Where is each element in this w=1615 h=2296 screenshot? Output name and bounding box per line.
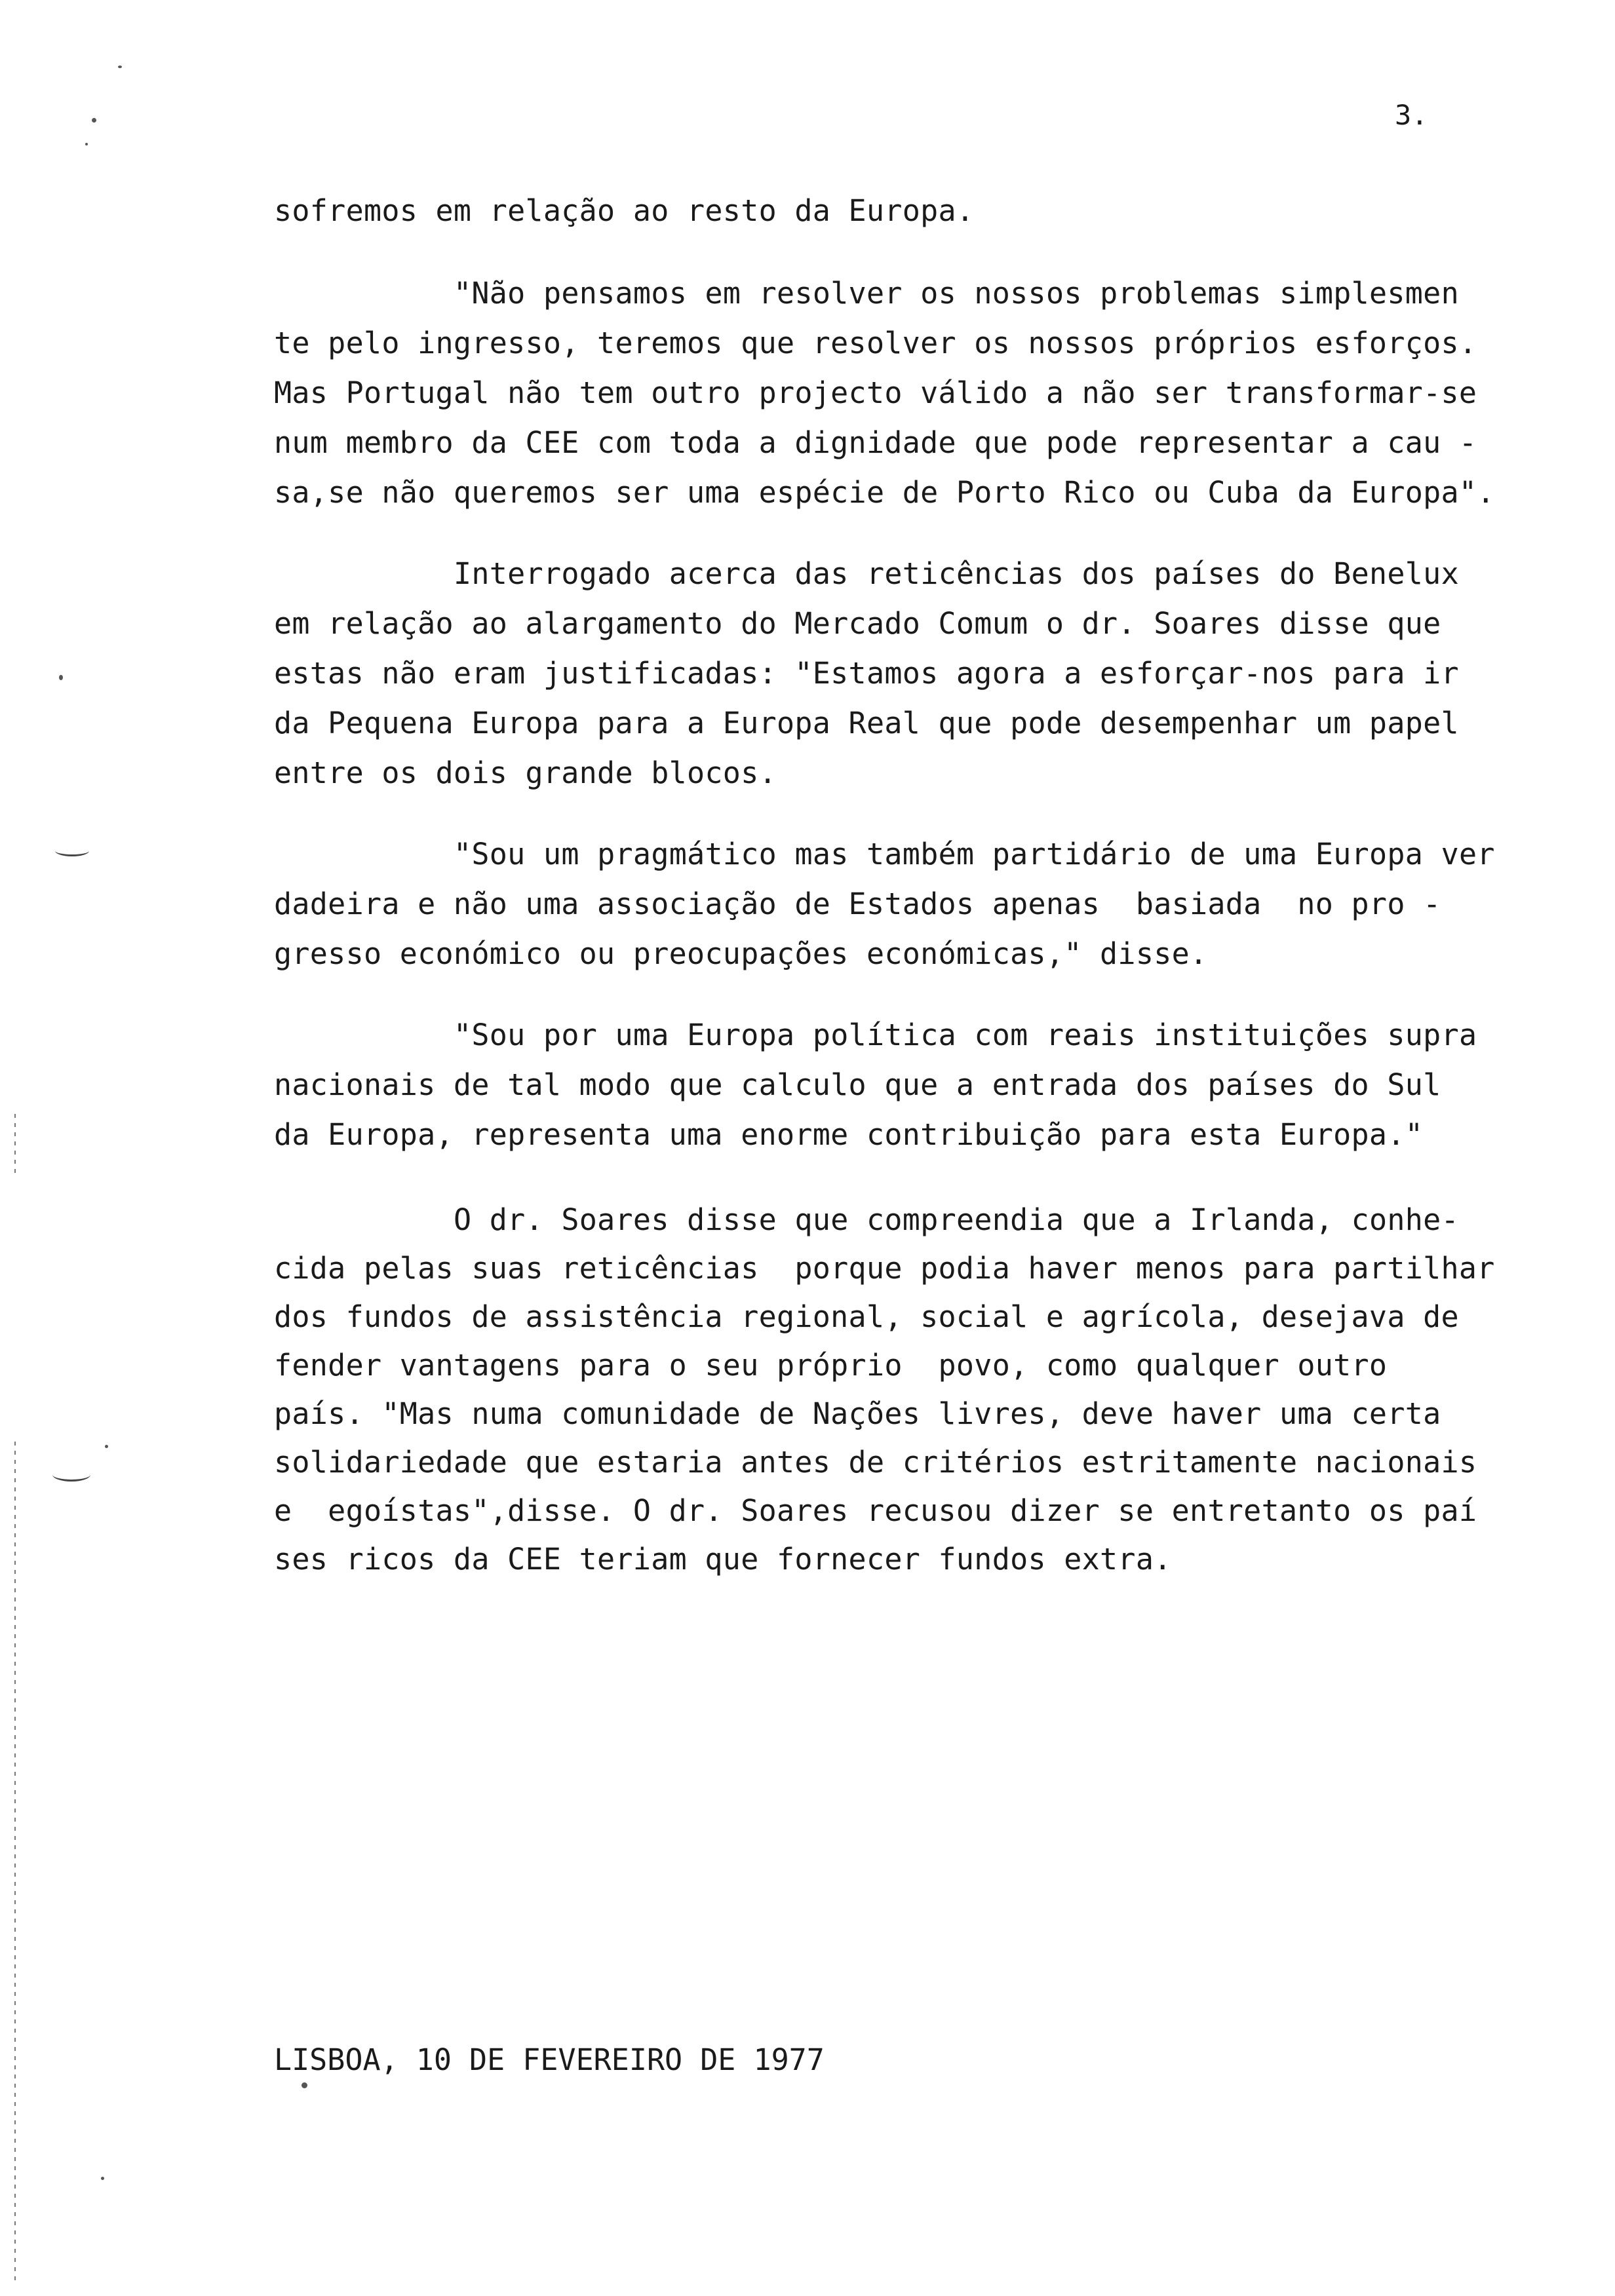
- paragraph-6-line-7: e egoístas",disse. O dr. Soares recusou dizer se entretanto os paí: [274, 1493, 1477, 1528]
- paragraph-3-line-5: entre os dois grande blocos.: [274, 756, 777, 790]
- paragraph-3-line-1: Interrogado acerca das reticências dos países do Benelux: [454, 556, 1459, 591]
- scan-mark: [52, 1468, 90, 1482]
- paragraph-6-line-5: país. "Mas numa comunidade de Nações livres, deve haver uma certa: [274, 1396, 1441, 1431]
- paragraph-4-line-1: "Sou um pragmático mas também partidário de uma Europa ver: [454, 837, 1495, 871]
- paragraph-6-line-6: solidariedade que estaria antes de critérios estritamente nacionais: [274, 1445, 1477, 1480]
- paragraph-6-line-1: O dr. Soares disse que compreendia que a Irlanda, conhe-: [454, 1202, 1459, 1237]
- paragraph-3-line-4: da Pequena Europa para a Europa Real que pode desempenhar um papel: [274, 706, 1459, 740]
- scan-speck: [101, 2177, 104, 2180]
- paragraph-5-line-1: "Sou por uma Europa política com reais instituições supra: [454, 1018, 1477, 1052]
- scan-mark: [55, 845, 89, 856]
- scan-speck: [85, 143, 88, 145]
- scan-speck: [302, 2082, 307, 2088]
- paragraph-6-line-8: ses ricos da CEE teriam que fornecer fundos extra.: [274, 1542, 1172, 1577]
- margin-mark: [14, 1442, 16, 2280]
- scan-speck: [118, 66, 122, 68]
- paragraph-2-line-5: sa,se não queremos ser uma espécie de Porto Rico ou Cuba da Europa".: [274, 475, 1495, 510]
- paragraph-2-line-2: te pelo ingresso, teremos que resolver os nossos próprios esforços.: [274, 326, 1477, 360]
- paragraph-5-line-3: da Europa, representa uma enorme contribuição para esta Europa.": [274, 1117, 1424, 1152]
- paragraph-6-line-3: dos fundos de assistência regional, social e agrícola, desejava de: [274, 1299, 1459, 1334]
- paragraph-3-line-3: estas não eram justificadas: "Estamos agora a esforçar-nos para ir: [274, 656, 1459, 691]
- paragraph-1-line-1: sofremos em relação ao resto da Europa.: [274, 193, 975, 228]
- scan-speck: [105, 1445, 108, 1448]
- scan-speck: [59, 675, 63, 680]
- paragraph-5-line-2: nacionais de tal modo que calculo que a entrada dos países do Sul: [274, 1067, 1441, 1102]
- scan-speck: [92, 118, 96, 123]
- paragraph-4-line-2: dadeira e não uma associação de Estados apenas basiada no pro -: [274, 887, 1441, 921]
- place-and-date: LISBOA, 10 DE FEVEREIRO DE 1977: [274, 2042, 825, 2077]
- paragraph-2-line-1: "Não pensamos em resolver os nossos problemas simplesmen: [454, 276, 1459, 311]
- paragraph-6-line-2: cida pelas suas reticências porque podia haver menos para partilhar: [274, 1251, 1495, 1286]
- paragraph-4-line-3: gresso económico ou preocupações económicas," disse.: [274, 936, 1208, 971]
- paragraph-2-line-4: num membro da CEE com toda a dignidade que pode representar a cau -: [274, 425, 1477, 460]
- margin-mark: [14, 1114, 16, 1173]
- paragraph-2-line-3: Mas Portugal não tem outro projecto válido a não ser transformar-se: [274, 375, 1477, 410]
- page-number: 3.: [1395, 99, 1428, 131]
- paragraph-6-line-4: fender vantagens para o seu próprio povo, como qualquer outro: [274, 1348, 1388, 1383]
- paragraph-3-line-2: em relação ao alargamento do Mercado Comum o dr. Soares disse que: [274, 606, 1441, 641]
